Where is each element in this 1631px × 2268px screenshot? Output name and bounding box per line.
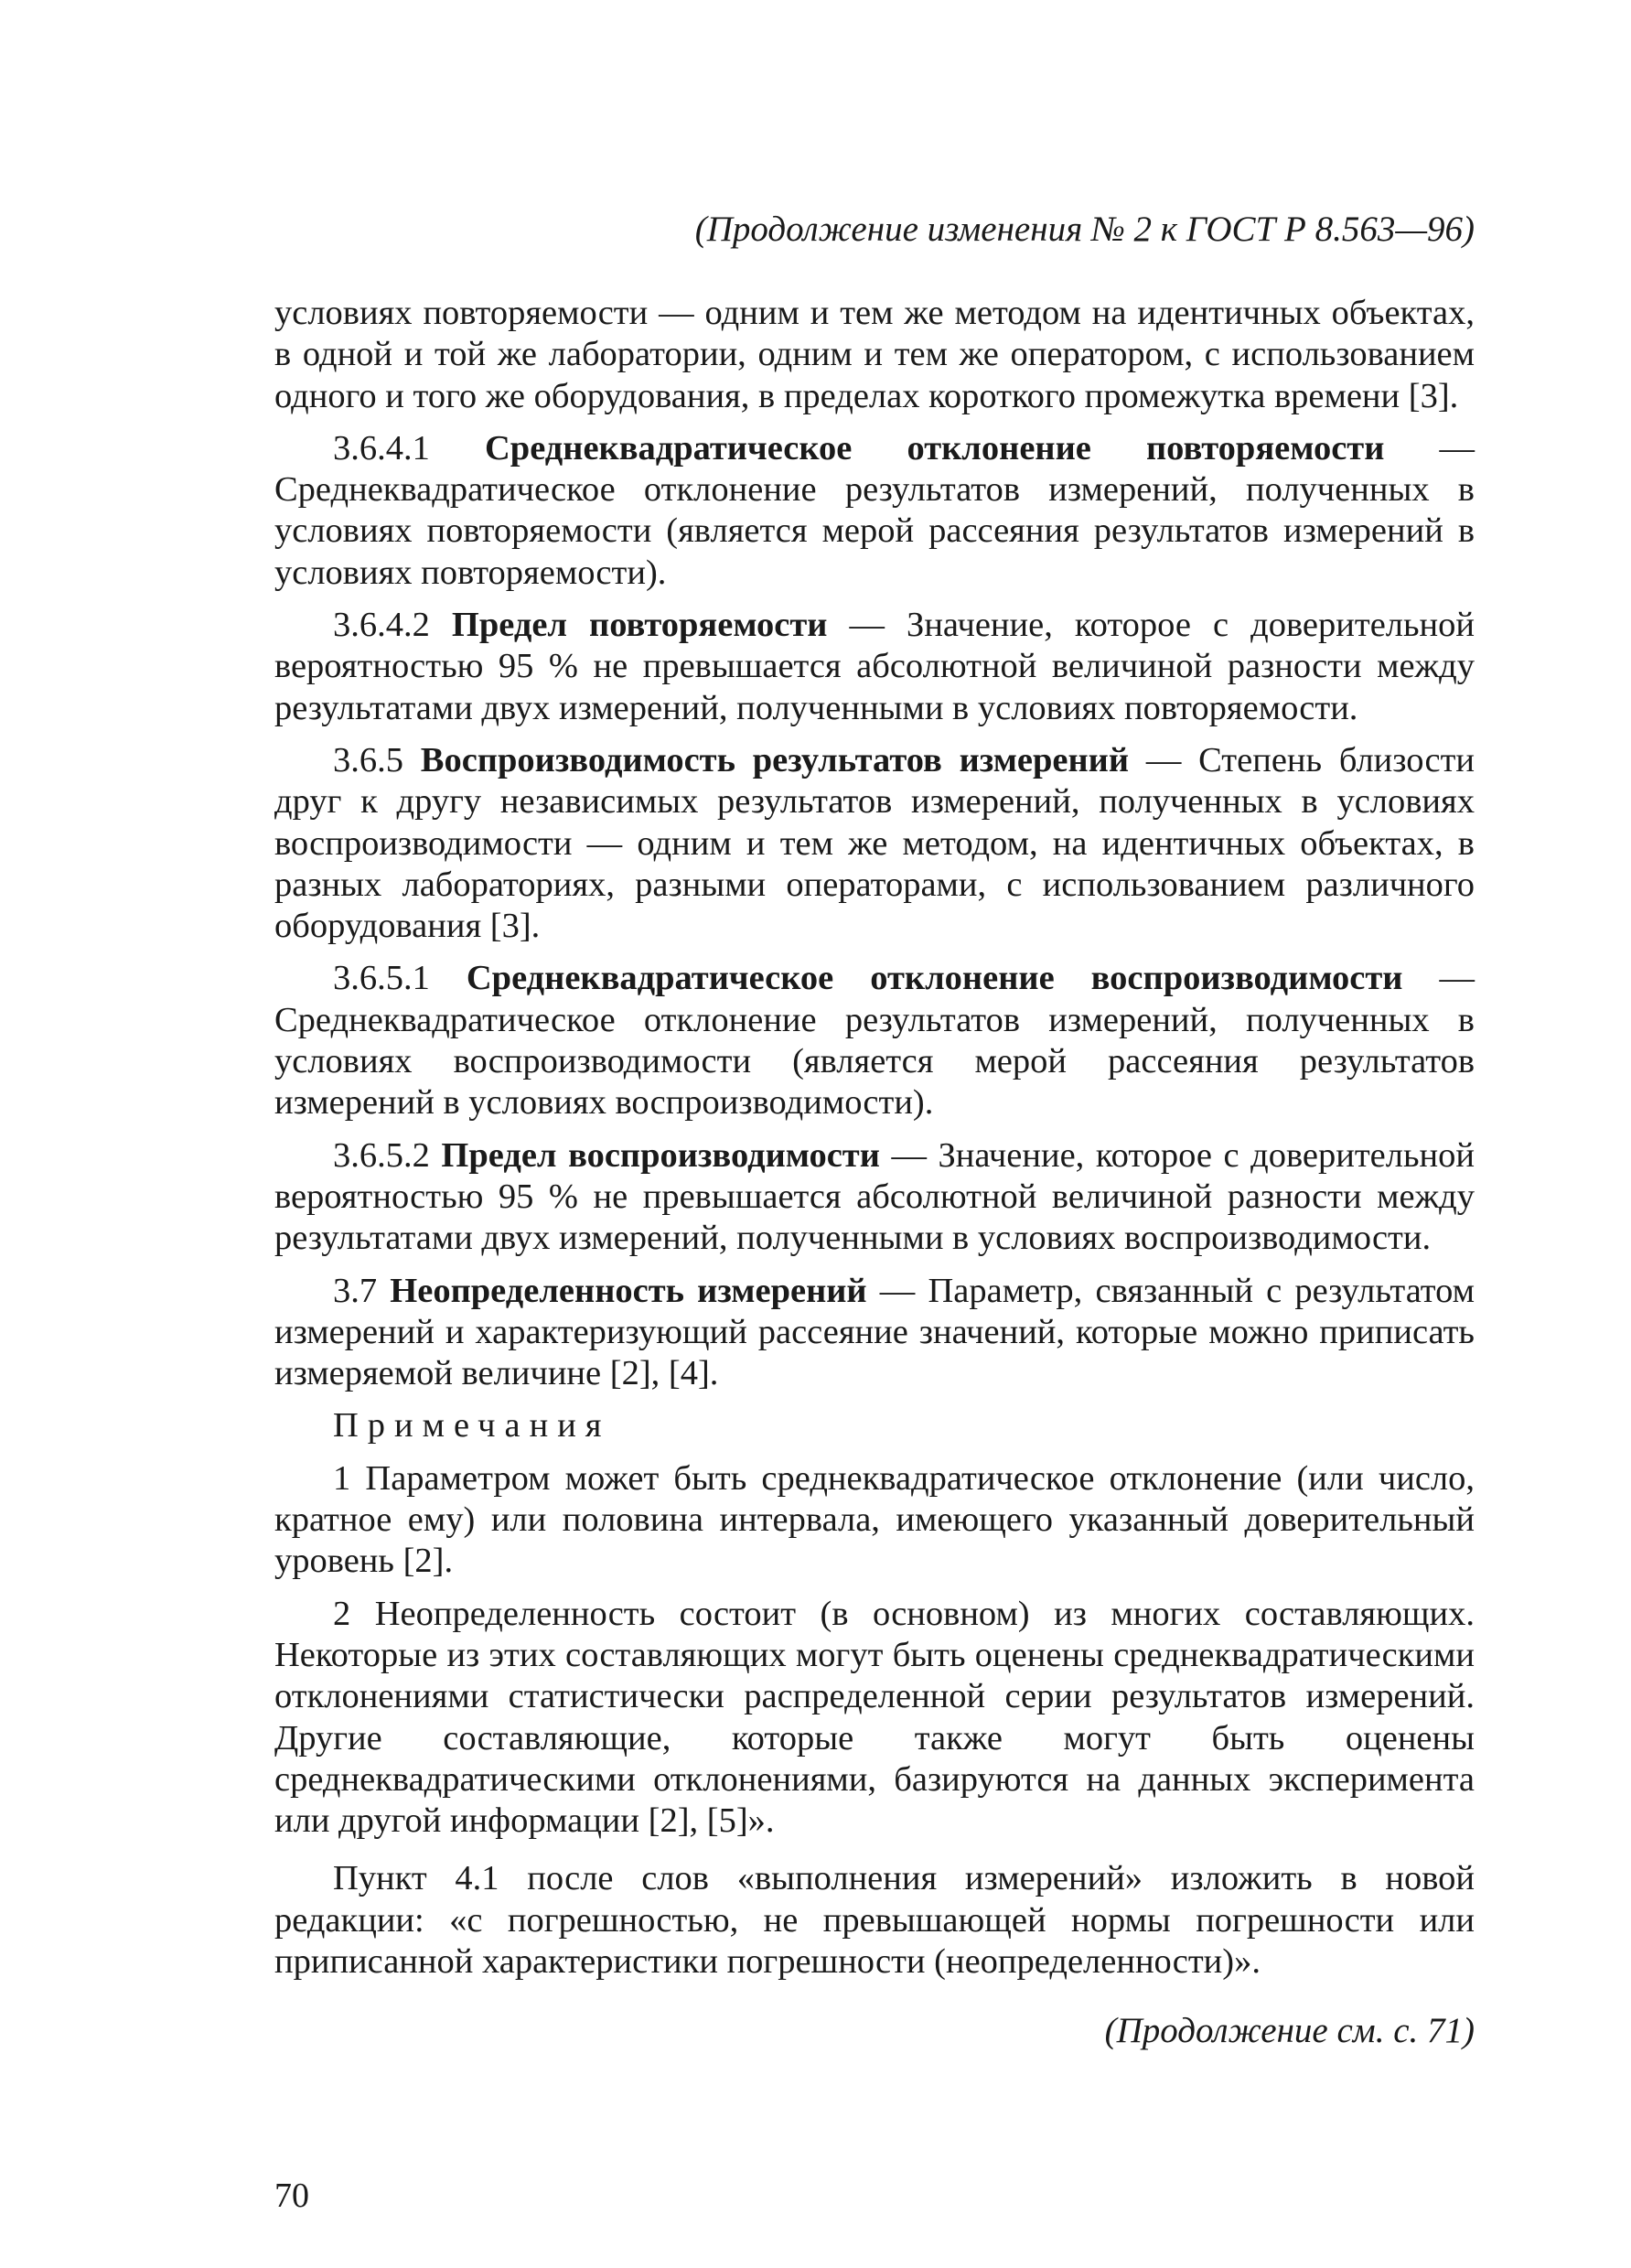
clause-number: 3.6.5 — [333, 740, 421, 779]
clause-definition: — Среднеквадратическое отклонение результатов измерений, полученных в условиях повторяемости (является мерой рассеяния результатов измерений в условиях повторяемости). — [274, 428, 1475, 592]
clause-number: 3.6.5.2 — [333, 1135, 442, 1175]
paragraph-continuation: условиях повторяемости — одним и тем же методом на идентичных объектах, в одной и той же лаборатории, одним и тем же оператором, с использованием одного и того же оборудования, в пределах короткого промежутка времени [3]. — [274, 294, 1475, 415]
clause-3-7 — [274, 1271, 1475, 1395]
clause-term: Предел воспроизводимости — [441, 1135, 880, 1175]
clause-3-6-4-2 — [274, 605, 1475, 729]
clause-3-6-5-2 — [274, 1135, 1475, 1260]
clause-definition: — Значение, которое с доверительной вероятностью 95 % не превышается абсолютной величиной разности между результатами двух измерений, полученными в условиях повторяемости. — [274, 606, 1475, 727]
clause-number: 3.7 — [333, 1271, 391, 1310]
clause-3-6-5 — [274, 740, 1475, 947]
running-head: (Продолжение изменения № 2 к ГОСТ Р 8.563—96) — [694, 210, 1475, 249]
page-number: 70 — [274, 2177, 309, 2215]
clause-term: Среднеквадратическое отклонение воспроизводимости — [466, 959, 1403, 998]
clause-definition: — Степень близости друг к другу независимых результатов измерений, полученных в условиях воспроизводимости — одним и тем же методом, на идентичных объектах, в разных лабораториях, разными операторами, с использованием различного оборудования [3]. — [274, 740, 1475, 946]
notes-heading-text: Примечания — [333, 1406, 611, 1446]
notes-heading — [274, 1405, 1475, 1446]
clause-3-6-5-1 — [274, 958, 1475, 1123]
clause-term: Неопределенность измерений — [390, 1271, 867, 1310]
clause-term: Среднеквадратическое отклонение повторяемости — [484, 428, 1385, 468]
body-text — [274, 293, 1475, 1983]
clause-number: 3.6.5.1 — [333, 959, 467, 998]
clause-definition: — Среднеквадратическое отклонение результатов измерений, полученных в условиях воспроизводимости (является мерой рассеяния результатов измерений в условиях воспроизводимости). — [274, 959, 1475, 1123]
clause-term: Воспроизводимость результатов измерений — [420, 740, 1130, 779]
clause-definition: — Значение, которое с доверительной вероятностью 95 % не превышается абсолютной величиной разности между результатами двух измерений, полученными в условиях воспроизводимости. — [274, 1135, 1475, 1258]
clause-number: 3.6.4.1 — [333, 428, 485, 468]
paragraph-clause-4-1: Пункт 4.1 после слов «выполнения измерений» изложить в новой редакции: «с погрешностью, не превышающей нормы погрешности или приписанной характеристики погрешности (неопределенности)». — [274, 1859, 1475, 1981]
note-1: 1 Параметром может быть среднеквадратическое отклонение (или число, кратное ему) или половина интервала, имеющего указанный доверительный уровень [2]. — [274, 1458, 1475, 1581]
note-2: 2 Неопределенность состоит (в основном) из многих составляющих. Некоторые из этих составляющих могут быть оценены среднеквадратическими отклонениями статистически распределенной серии результатов измерений. Другие составляющие, которые также могут быть оценены среднеквадратическими отклонениями, базируются на данных эксперимента или другой информации [2], [5]». — [274, 1594, 1475, 1841]
clause-3-6-4-1 — [274, 428, 1475, 594]
clause-definition: — Параметр, связанный с результатом измерений и характеризующий рассеяние значений, которые можно приписать измеряемой величине [2], [4]. — [274, 1271, 1475, 1393]
clause-number: 3.6.4.2 — [333, 606, 452, 645]
continuation-note: (Продолжение см. с. 71) — [1104, 2011, 1475, 2050]
clause-term: Предел повторяемости — [451, 606, 828, 645]
